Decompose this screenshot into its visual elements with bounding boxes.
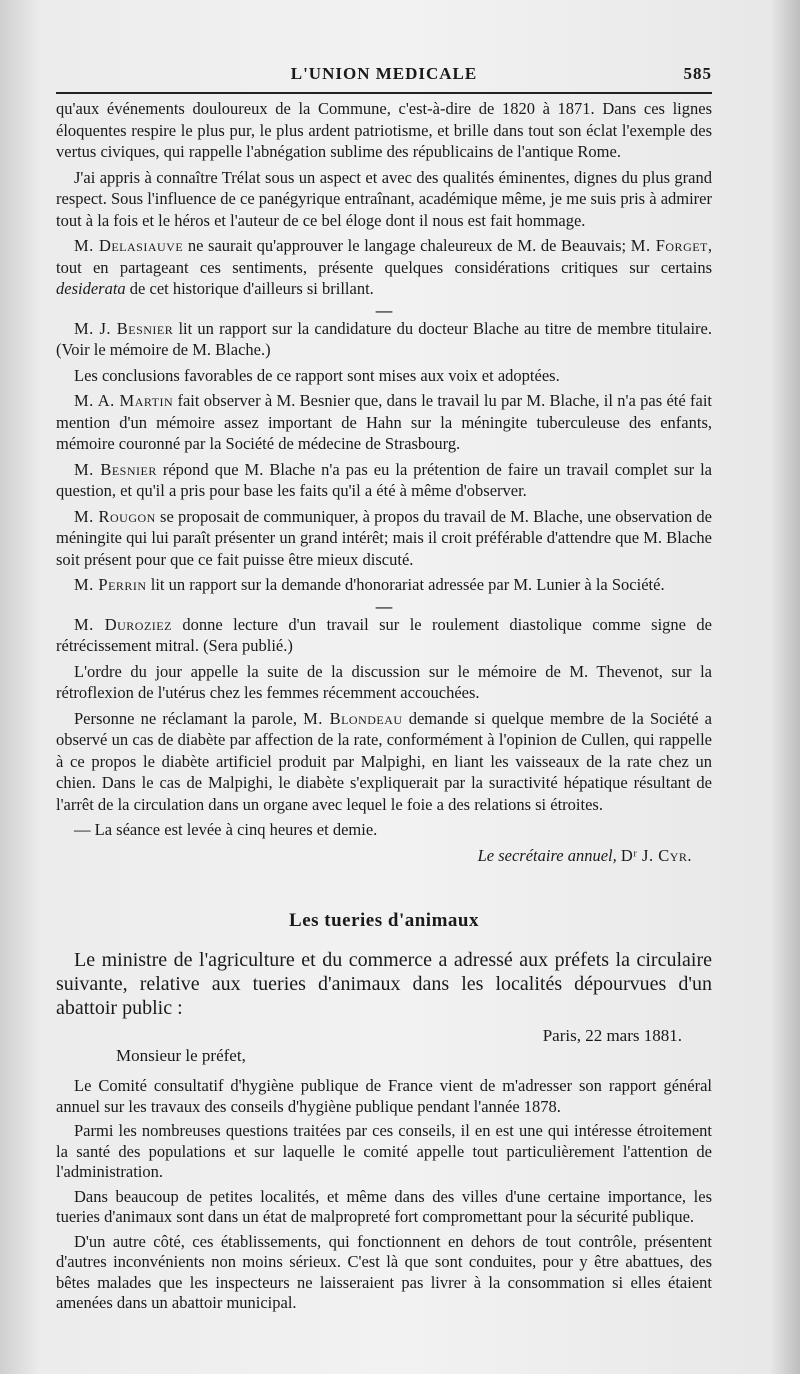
paragraph: Les conclusions favorables de ce rapport sont mises aux voix et adoptées.: [74, 365, 560, 385]
paragraph: M. Perrin lit un rapport sur la demande d'honorariat adressée par M. Lunier à la Société.: [74, 575, 665, 594]
paragraph: M. Duroziez donne lecture d'un travail sur le roulement diastolique comme signe de rétrécissement mitral. (Sera publié.): [56, 614, 712, 655]
paragraph: Personne ne réclamant la parole, M. Blondeau demande si quelque membre de la Société a observé un cas de diabète par affection de la rate, conformément à l'opinion de Cullen, qui rappelle à ce propos le diabète artificiel produit par Malpighi, en liant les vaisseaux de la rate chez un chien. Dans le cas de Malpighi, le diabète s'expliquerait par la suractivité hépatique résultant de l'arrêt de la circulation dans un organe avec lequel le foie a des relations si étroites.: [56, 708, 712, 814]
section-title: Les tueries d'animaux: [289, 910, 479, 931]
speaker-name: M. J. Besnier: [74, 318, 174, 338]
speaker-name: M. Besnier: [74, 459, 157, 479]
running-header: [56, 58, 712, 88]
paragraph: J'ai appris à connaître Trélat sous un aspect et avec des qualités éminentes, dignes du plus grand respect. Sous l'influence de ce panégyrique entraînant, académique même, je me suis pris à admirer tout à la fois et le héros et l'auteur de ce bel éloge dont il nous est fait hommage.: [56, 167, 712, 230]
speaker-name: M. A. Martin: [74, 391, 174, 410]
minutes-body: [56, 98, 712, 866]
letter-date: Paris, 22 mars 1881.: [542, 1026, 682, 1045]
signature: Le secrétaire annuel, Dʳ J. Cyr.: [477, 845, 692, 865]
speaker-name: M. Duroziez: [74, 614, 172, 634]
paragraph: M. A. Martin fait observer à M. Besnier que, dans le travail lu par M. Blache, il n'a pas été fait mention d'un mémoire assez important de Hahn sur la méningite tuberculeuse des enfants, mémoire couronné par la Société de médecine de Strasbourg.: [56, 391, 712, 453]
paragraph: M. Delasiauve ne saurait qu'approuver le langage chaleureux de M. de Beauvais; M. Forget, tout en partageant ces sentiments, présente quelques considérations critiques sur certains desiderata de cet historique d'ailleurs si brillant.: [56, 236, 713, 298]
paragraph: qu'aux événements douloureux de la Commune, c'est-à-dire de 1820 à 1871. Dans ces lignes éloquentes respire le plus pur, le plus ardent patriotisme, et brille dans tout son éclat l'exemple des vertus civiques, qui rappelle l'abnégation sublime des républicains de l'antique Rome.: [56, 99, 712, 161]
separator-dash: —: [375, 300, 393, 320]
journal-title: L'UNION MEDICALE: [290, 64, 478, 83]
letter-salutation: Monsieur le préfet,: [116, 1046, 246, 1065]
speaker-name: M. Forget: [630, 236, 708, 255]
paragraph: M. Besnier répond que M. Blache n'a pas eu la prétention de faire un travail complet sur la question, et qu'il a pris pour base les faits qu'il a été à même d'observer.: [56, 459, 712, 500]
header-rule: [56, 92, 712, 94]
lead-paragraph: Le ministre de l'agriculture et du commerce a adressé aux préfets la circulaire suivante, relative aux tueries d'animaux dans les localités dépourvues d'un abattoir public :: [56, 949, 712, 1019]
speaker-name: M. Perrin: [74, 575, 147, 594]
paragraph: Le Comité consultatif d'hygiène publique de France vient de m'adresser son rapport général annuel sur les travaux des conseils d'hygiène publique pendant l'année 1878.: [56, 1076, 712, 1116]
separator-dash: —: [375, 596, 393, 616]
page-number: 585: [683, 64, 712, 83]
speaker-name: M. Delasiauve: [74, 236, 184, 255]
signature-name: Dʳ J. Cyr.: [620, 845, 692, 865]
paragraph: M. J. Besnier lit un rapport sur la candidature du docteur Blache au titre de membre titulaire. (Voir le mémoire de M. Blache.): [56, 318, 712, 359]
paragraph: Parmi les nombreuses questions traitées par ces conseils, il en est une qui intéresse étroitement la santé des populations et sur laquelle le comité appelle tout particulièrement l'attention de l'administration.: [56, 1121, 712, 1181]
paragraph: M. Rougon se proposait de communiquer, à propos du travail de M. Blache, une observation de méningite qui lui paraît présenter un grand intérêt; mais il croit préférable d'attendre que M. Blache soit présent pour que ce fait puisse être mieux discuté.: [56, 506, 713, 569]
paragraph: L'ordre du jour appelle la suite de la discussion sur le mémoire de M. Thevenot, sur la rétroflexion de l'utérus chez les femmes récemment accouchées.: [56, 661, 712, 702]
paragraph: — La séance est levée à cinq heures et demie.: [74, 820, 378, 839]
paragraph: D'un autre côté, ces établissements, qui fonctionnent en dehors de tout contrôle, présentent d'autres inconvénients non moins sérieux. C'est là que sont conduites, pour y être abattues, des bêtes malades que les inspecteurs ne laisseraient pas livrer à la consommation si elles étaient amenées dans un abattoir municipal.: [56, 1231, 712, 1312]
speaker-name: M. Rougon: [74, 506, 156, 526]
speaker-name: M. Blondeau: [303, 708, 403, 728]
letter-body: [56, 1076, 712, 1314]
paragraph: Dans beaucoup de petites localités, et même dans des villes d'une certaine importance, les tueries d'animaux sont dans un état de malpropreté fort compromettant pour la sécurité publique.: [56, 1186, 712, 1226]
